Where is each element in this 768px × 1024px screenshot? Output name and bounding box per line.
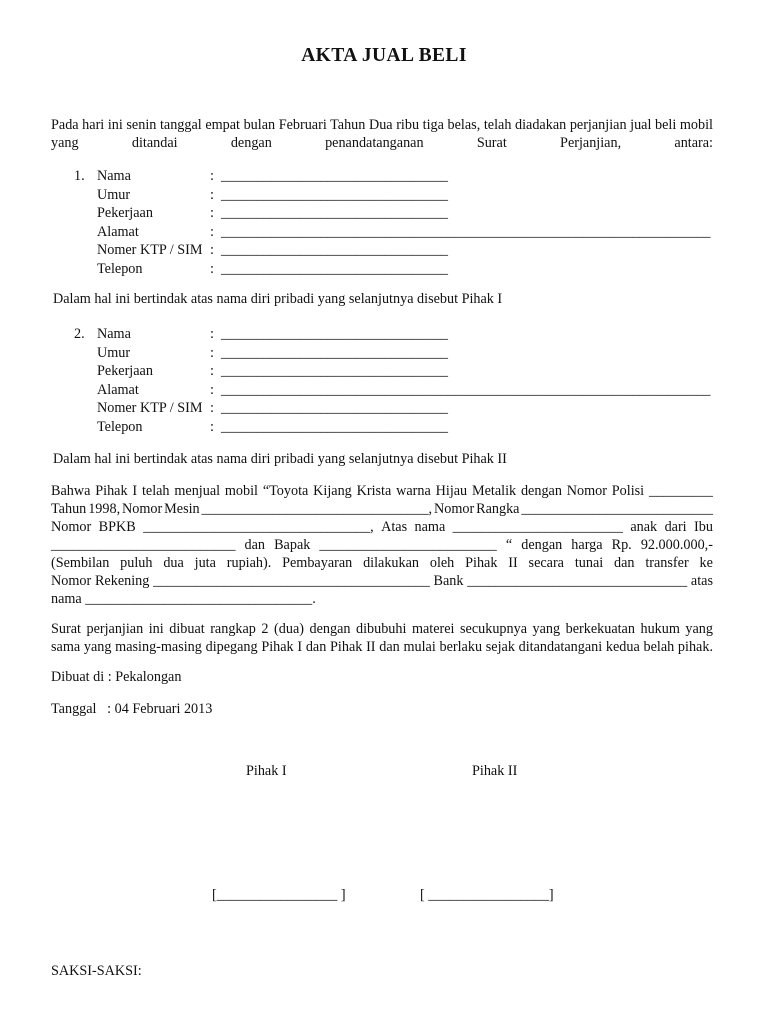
field-blank: ________________________________ xyxy=(221,205,448,221)
word: (Sembilan xyxy=(51,555,110,571)
field-blank: ________________________________ xyxy=(221,344,448,361)
field-blank: ________________________________ xyxy=(221,168,448,184)
field-label: Telepon xyxy=(97,260,143,277)
sale-line xyxy=(51,500,713,518)
word: Metalik xyxy=(471,483,517,499)
field-colon: : xyxy=(210,186,214,203)
field-colon: : xyxy=(210,344,214,361)
word: nama ________________________________. xyxy=(51,591,316,607)
word: Kijang xyxy=(313,483,352,499)
sale-line xyxy=(51,518,713,536)
party-number: 2. xyxy=(74,326,85,342)
word: “Toyota xyxy=(262,483,309,499)
word: Rp. xyxy=(611,537,632,553)
field-label: Umur xyxy=(97,186,131,203)
field-colon: : xyxy=(210,205,214,221)
word: mobil xyxy=(224,483,258,499)
witnesses-label: SAKSI-SAKSI: xyxy=(51,963,142,979)
word: oleh xyxy=(429,555,455,571)
word: menjual xyxy=(174,483,221,499)
word: ________________________________, xyxy=(201,501,433,517)
word: ________________________________, xyxy=(143,519,374,535)
word: dan xyxy=(244,537,266,553)
word: Nomor xyxy=(51,573,92,589)
field-colon: : xyxy=(210,400,214,416)
field-label: Alamat xyxy=(97,381,139,398)
field-label: Alamat xyxy=(97,223,139,240)
field-label: Nama xyxy=(97,326,131,342)
field-blank: ________________________________ xyxy=(221,326,448,342)
field-blank: ________________________________ xyxy=(221,363,448,379)
field-colon: : xyxy=(210,260,214,277)
word: juta xyxy=(194,555,216,571)
field-colon: : xyxy=(210,223,214,240)
word: anak xyxy=(630,519,658,535)
field-blank: ________________________________ xyxy=(221,260,448,277)
field-label: Pekerjaan xyxy=(97,363,153,379)
word: dari xyxy=(664,519,687,535)
word: Nomor xyxy=(122,501,163,517)
field-label: Nama xyxy=(97,168,131,184)
word: Rekening xyxy=(94,573,150,589)
field-blank: _____________________________________________________________________ xyxy=(221,381,711,398)
word: Hijau xyxy=(435,483,468,499)
word: dan xyxy=(614,555,635,571)
word: Atas xyxy=(381,519,408,535)
word: _________________________ xyxy=(319,537,497,553)
party-number: 1. xyxy=(74,168,85,184)
word: _______________________________ xyxy=(467,573,688,589)
field-colon: : xyxy=(210,381,214,398)
word: BPKB xyxy=(98,519,136,535)
word: harga xyxy=(571,537,603,553)
field-label: Pekerjaan xyxy=(97,205,153,221)
word: 1998, xyxy=(88,501,121,517)
word: Bapak xyxy=(274,537,311,553)
word: Pihak xyxy=(95,483,128,499)
word: “ xyxy=(505,537,513,553)
word: Bank xyxy=(433,573,464,589)
word: dilakukan xyxy=(363,555,420,571)
sale-line xyxy=(51,536,713,554)
word: __________________________ xyxy=(51,537,236,553)
word: Rangka xyxy=(476,501,520,517)
word: 92.000.000,- xyxy=(640,537,713,553)
word: I xyxy=(132,483,138,499)
word: Bahwa xyxy=(51,483,91,499)
field-label: Umur xyxy=(97,344,131,361)
party-1-signature-line: [_________________ ] xyxy=(212,887,346,903)
field-label: Nomer KTP / SIM xyxy=(97,242,203,258)
word: rupiah). xyxy=(226,555,272,571)
sale-line xyxy=(51,554,713,572)
party-2-statement: Dalam hal ini bertindak atas nama diri pribadi yang selanjutnya disebut Pihak II xyxy=(53,451,507,467)
party-1-statement: Dalam hal ini bertindak atas nama diri pribadi yang selanjutnya disebut Pihak I xyxy=(53,291,503,307)
field-blank: ________________________________ xyxy=(221,400,448,416)
word: II xyxy=(508,555,518,571)
field-colon: : xyxy=(210,168,214,184)
sale-line xyxy=(51,572,713,590)
word: tunai xyxy=(574,555,604,571)
document-title: AKTA JUAL BELI xyxy=(301,45,467,66)
date-line: Tanggal : 04 Februari 2013 xyxy=(51,701,213,717)
word: transfer xyxy=(645,555,689,571)
word: Mesin xyxy=(164,501,200,517)
word: Nomor xyxy=(566,483,607,499)
word: dengan xyxy=(521,537,563,553)
word: dengan xyxy=(520,483,562,499)
field-colon: : xyxy=(210,363,214,379)
party-2-signature-line: [ _________________] xyxy=(420,887,554,903)
word: secara xyxy=(528,555,564,571)
field-label: Telepon xyxy=(97,418,143,435)
field-blank: _____________________________________________________________________ xyxy=(221,223,711,240)
word: Ibu xyxy=(694,519,713,535)
word: puluh xyxy=(120,555,153,571)
word: telah xyxy=(141,483,170,499)
intro-paragraph: Pada hari ini senin tanggal empat bulan Februari Tahun Dua ribu tiga belas, telah diadakan perjanjian jual beli mobil yang ditandai dengan penandatanganan Surat Perjanjian, antara: xyxy=(51,117,713,151)
field-blank: ________________________________ xyxy=(221,186,448,203)
field-colon: : xyxy=(210,418,214,435)
word: ________________________ xyxy=(452,519,623,535)
field-colon: : xyxy=(210,326,214,342)
party-2-signature-label: Pihak II xyxy=(472,763,518,779)
word: Krista xyxy=(356,483,392,499)
word: Polisi xyxy=(611,483,645,499)
field-blank: ________________________________ xyxy=(221,242,448,258)
word: nama xyxy=(414,519,446,535)
sale-line xyxy=(51,482,713,500)
field-colon: : xyxy=(210,242,214,258)
word: Nomor xyxy=(51,519,92,535)
made-at: Dibuat di : Pekalongan xyxy=(51,669,182,685)
word: _________ xyxy=(648,483,713,499)
word: warna xyxy=(396,483,431,499)
word: Pembayaran xyxy=(282,555,353,571)
word: atas xyxy=(690,573,713,589)
word: _______________________________________ xyxy=(153,573,430,589)
party-1-signature-label: Pihak I xyxy=(246,763,287,779)
word: dua xyxy=(163,555,184,571)
word: Tahun xyxy=(51,501,87,517)
word: ke xyxy=(699,555,713,571)
closing-paragraph: Surat perjanjian ini dibuat rangkap 2 (dua) dengan dibubuhi materei secukupnya yang berkekuatan hukum yang sama yang masing-masing dipegang Pihak I dan Pihak II dan mulai berlaku sejak ditandatangani kedua belah pihak. xyxy=(51,621,713,655)
field-blank: ________________________________ xyxy=(221,418,448,435)
word: Nomor xyxy=(434,501,475,517)
word: ___________________________ xyxy=(521,501,713,517)
word: Pihak xyxy=(465,555,498,571)
sale-line xyxy=(51,590,713,608)
field-label: Nomer KTP / SIM xyxy=(97,400,203,416)
